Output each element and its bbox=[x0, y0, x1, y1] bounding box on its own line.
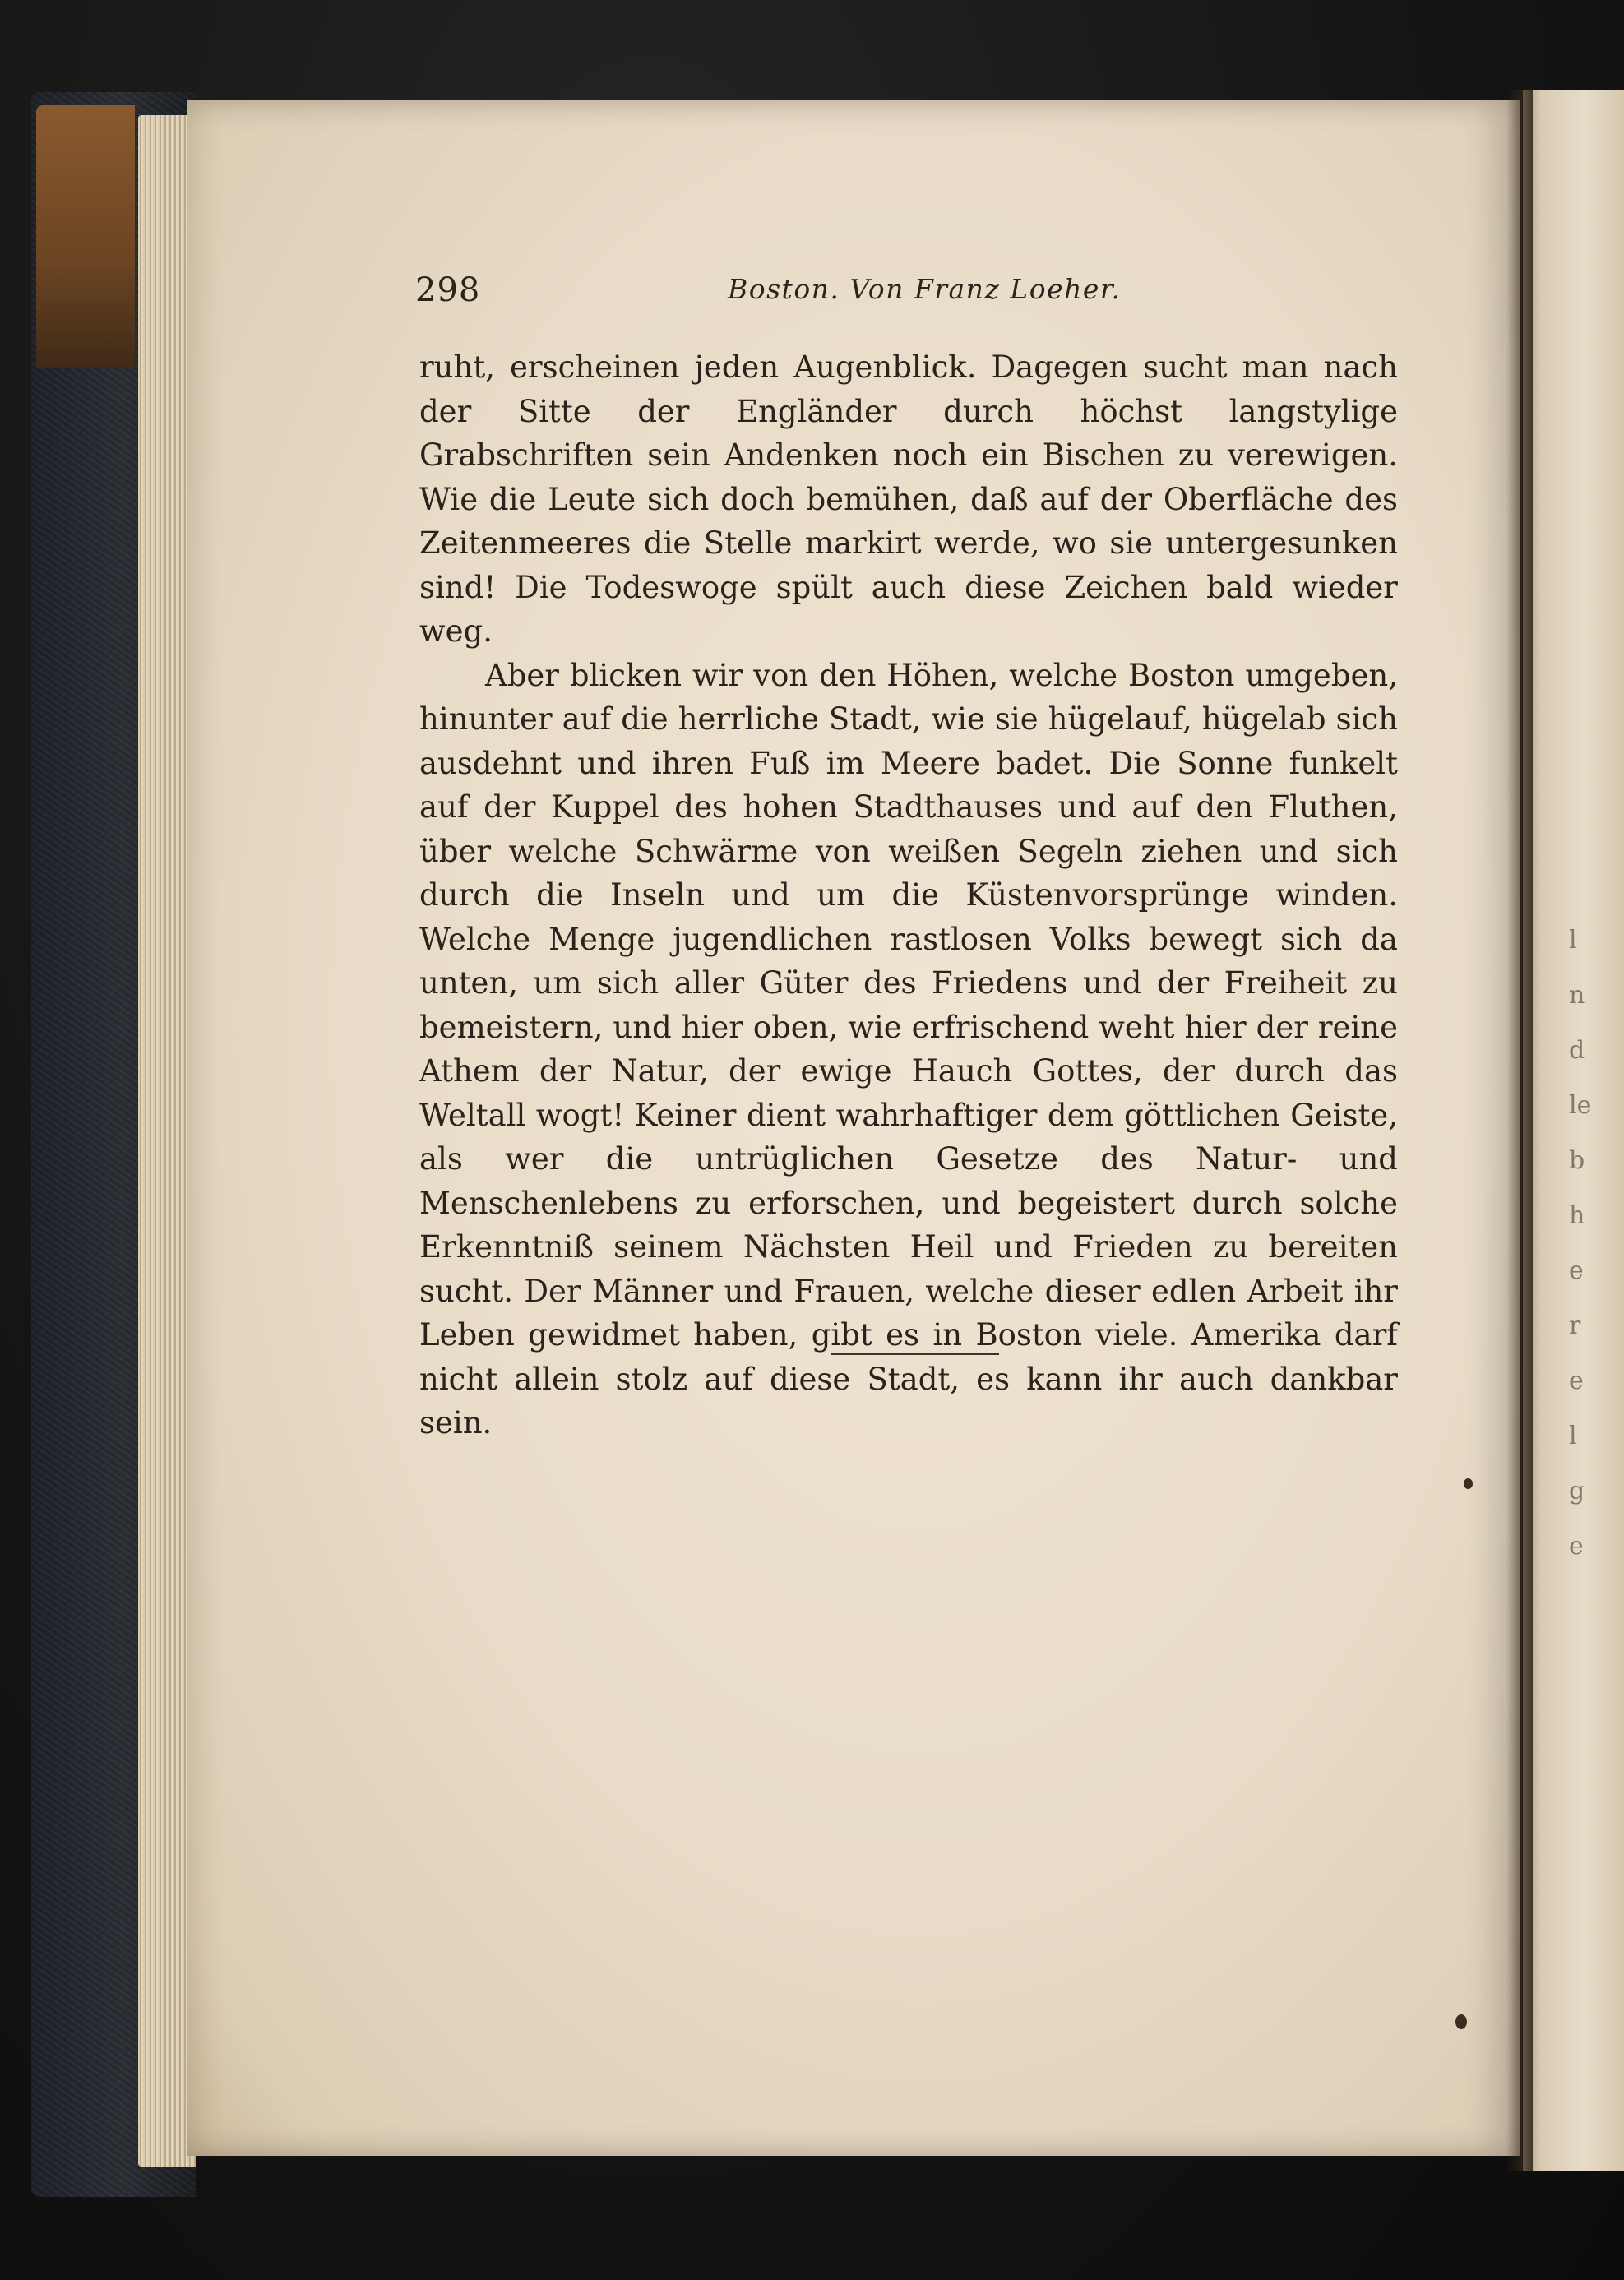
facing-letter: h bbox=[1569, 1201, 1585, 1230]
book-gutter bbox=[1506, 90, 1533, 2171]
facing-letter: d bbox=[1569, 1036, 1585, 1065]
facing-letter: e bbox=[1569, 1532, 1584, 1561]
facing-letter: n bbox=[1569, 981, 1585, 1010]
facing-letter: g bbox=[1569, 1477, 1585, 1505]
paper-stain bbox=[1455, 2014, 1467, 2029]
paragraph: Aber blicken wir von den Höhen, welche Boston umgeben, hinunter auf die herrliche Stadt, wie sie hügelauf, hügelab sich ausdehnt und ihren Fuß im Meere badet. Die Sonne funkelt auf der Kuppel des hohen Stadthauses und auf den Fluthen, über welche Schwärme von weißen Segeln ziehen und sich durch die Inseln und um die Küstenvorsprünge winden. Welche Menge jugendlichen rastlosen Volks bewegt sich da unten, um sich aller Güter des Friedens und der Freiheit zu bemeistern, und hier oben, wie erfrischend weht hier der reine Athem der Natur, der ewige Hauch Gottes, der durch das Weltall wogt! Keiner dient wahrhaftiger dem göttlichen Geiste, als wer die untrüglichen Gesetze des Natur- und Menschenlebens zu erforschen, und begeistert durch solche Erkenntniß seinem Nächsten Heil und Frieden zu bereiten sucht. Der Männer und Frauen, welche dieser edlen Arbeit ihr Leben gewidmet haben, gibt es in Boston viele. Amerika darf nicht allein stolz auf diese Stadt, es kann ihr auch dankbar sein. bbox=[419, 657, 1398, 1441]
facing-letter: b bbox=[1569, 1146, 1585, 1175]
facing-letter: le bbox=[1569, 1091, 1592, 1120]
paper-stain bbox=[1464, 1478, 1473, 1489]
facing-page-letters bbox=[1569, 913, 1618, 1653]
facing-letter: l bbox=[1569, 1422, 1577, 1450]
facing-letter: e bbox=[1569, 1367, 1584, 1395]
running-head: Boston. Von Franz Loeher. bbox=[728, 273, 1122, 305]
paragraph: ruht, erscheinen jeden Augenblick. Dagegen sucht man nach der Sitte der Engländer durch höchst langstylige Grabschriften sein Andenken noch ein Bischen zu verewigen. Wie die Leute sich doch bemühen, daß auf der Oberfläche des Zeitenmeeres die Stelle markirt werde, wo sie untergesunken sind! Die Todeswoge spült auch diese Zeichen bald wieder weg. bbox=[419, 349, 1398, 649]
section-end-rule bbox=[831, 1353, 999, 1355]
leather-spine-corner bbox=[36, 105, 135, 368]
page-body bbox=[419, 345, 1398, 1445]
facing-letter: r bbox=[1569, 1311, 1581, 1340]
page-number: 298 bbox=[415, 271, 481, 309]
facing-letter: l bbox=[1569, 926, 1577, 955]
facing-letter: e bbox=[1569, 1256, 1584, 1285]
page-header bbox=[415, 271, 1122, 321]
